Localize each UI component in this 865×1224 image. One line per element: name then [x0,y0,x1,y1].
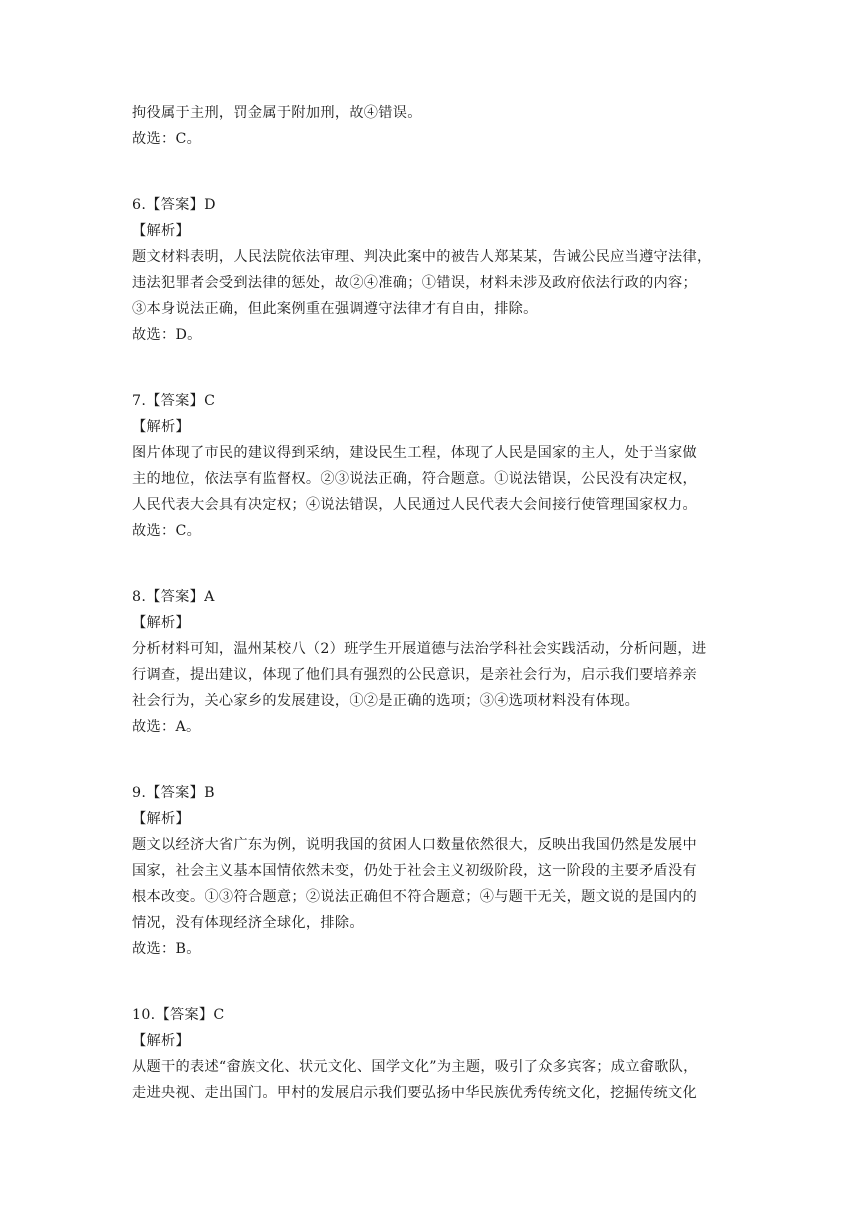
analysis-label: 【解析】 [132,811,190,827]
answer-line: 6.【答案】D [132,197,216,213]
conclusion-line: 故选：B。 [132,941,201,957]
spacer [132,544,742,584]
analysis-line: 主的地位，依法享有监督权。②③说法正确，符合题意。①说法错误，公民没有决定权， [132,471,698,487]
analysis-label: 【解析】 [132,419,190,435]
analysis-line: 行调查，提出建议，体现了他们具有强烈的公民意识，是亲社会行为，启示我们要培养亲 [132,667,698,683]
spacer [132,152,742,192]
intro-line-1: 拘役属于主刑，罚金属于附加刑，故④错误。 [132,105,422,121]
spacer [132,348,742,388]
question-9 [132,780,742,962]
analysis-line: 违法犯罪者会受到法律的惩处，故②④准确；①错误，材料未涉及政府依法行政的内容； [132,275,698,291]
question-10 [132,1002,742,1106]
document-page [132,100,742,1106]
analysis-line: 根本改变。①③符合题意；②说法正确但不符合题意；④与题干无关，题文说的是国内的 [132,889,698,905]
analysis-line: 国家，社会主义基本国情依然未变，仍处于社会主义初级阶段，这一阶段的主要矛盾没有 [132,863,698,879]
question-8 [132,584,742,740]
analysis-label: 【解析】 [132,223,190,239]
spacer [132,962,742,1002]
analysis-line: 从题干的表述“畲族文化、状元文化、国学文化”为主题，吸引了众多宾客；成立畲歌队， [132,1059,698,1075]
analysis-label: 【解析】 [132,1033,190,1049]
question-6 [132,192,742,348]
answer-line: 9.【答案】B [132,785,215,801]
answer-line: 10.【答案】C [132,1007,225,1023]
conclusion-line: 故选：C。 [132,523,202,539]
analysis-label: 【解析】 [132,615,190,631]
analysis-line: ③本身说法正确，但此案例重在强调遵守法律才有自由，排除。 [132,301,538,317]
analysis-line: 分析材料可知，温州某校八（2）班学生开展道德与法治学科社会实践活动，分析问题，进 [132,641,707,657]
question-7 [132,388,742,544]
conclusion-line: 故选：D。 [132,327,202,343]
spacer [132,740,742,780]
intro-conclusion: 故选：C。 [132,131,202,147]
answer-line: 8.【答案】A [132,589,215,605]
analysis-line: 社会行为，关心家乡的发展建设，①②是正确的选项；③④选项材料没有体现。 [132,693,640,709]
analysis-line: 走进央视、走出国门。甲村的发展启示我们要弘扬中华民族优秀传统文化，挖掘传统文化 [132,1085,698,1101]
conclusion-line: 故选：A。 [132,719,201,735]
analysis-line: 题文材料表明，人民法院依法审理、判决此案中的被告人郑某某，告诫公民应当遵守法律， [132,249,712,265]
analysis-line: 人民代表大会具有决定权；④说法错误，人民通过人民代表大会间接行使管理国家权力。 [132,497,698,513]
answer-line: 7.【答案】C [132,393,216,409]
analysis-line: 情况，没有体现经济全球化，排除。 [132,915,364,931]
analysis-line: 题文以经济大省广东为例，说明我国的贫困人口数量依然很大，反映出我国仍然是发展中 [132,837,698,853]
analysis-line: 图片体现了市民的建议得到采纳，建设民生工程，体现了人民是国家的主人，处于当家做 [132,445,698,461]
